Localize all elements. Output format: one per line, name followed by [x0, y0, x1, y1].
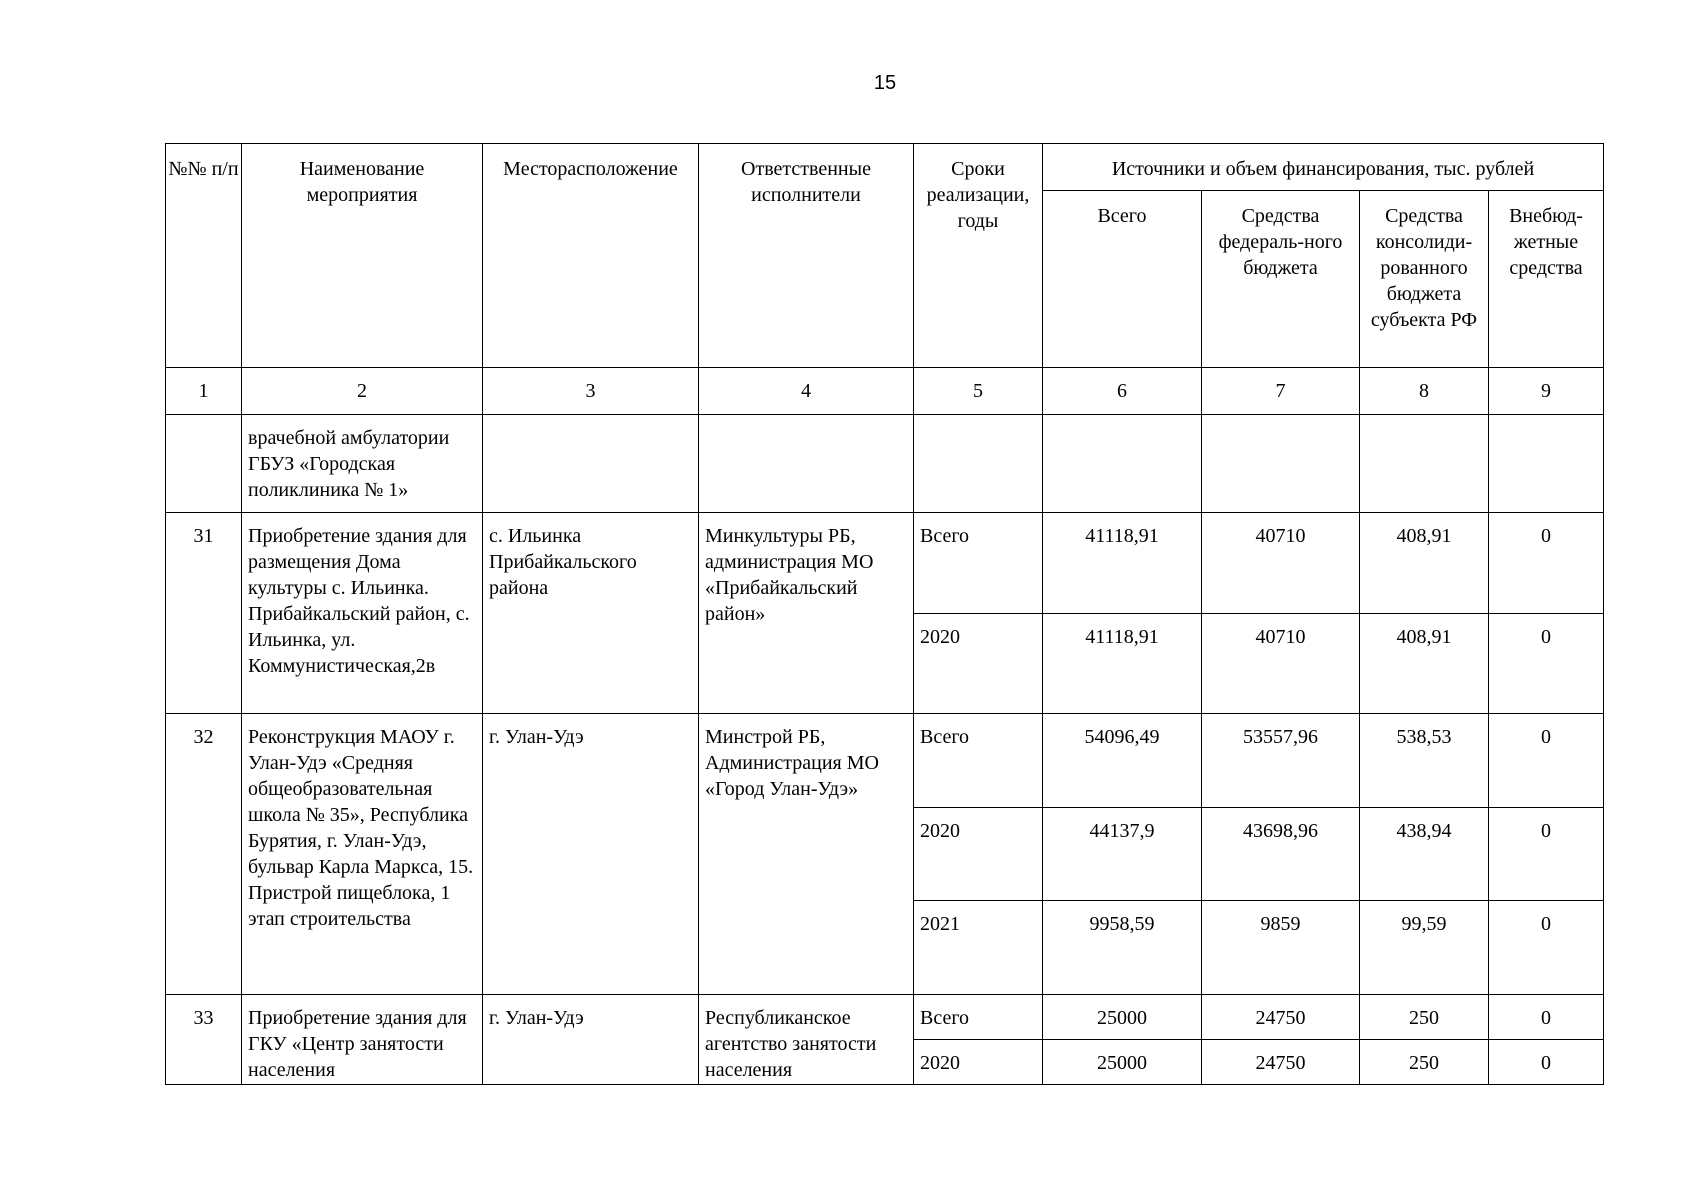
- row-name: Реконструкция МАОУ г. Улан-Удэ «Средняя общеобразовательная школа № 35», Республика Бурятия, г. Улан-Удэ, бульвар Карла Маркса, 15. Пристрой пищеблока, 1 этап строительства: [242, 714, 483, 995]
- header-row: [166, 144, 1604, 191]
- row-name: Приобретение здания для ГКУ «Центр занятости населения: [242, 995, 483, 1085]
- row-offbudget: 0: [1489, 995, 1604, 1040]
- row-name: Приобретение здания для размещения Дома культуры с. Ильинка. Прибайкальский район, с. Ильинка, ул. Коммунистическая,2в: [242, 513, 483, 714]
- row-period: Всего: [914, 513, 1043, 614]
- header-num: №№ п/п: [166, 144, 242, 368]
- row-period: Всего: [914, 995, 1043, 1040]
- row-responsible: Республиканское агентство занятости населения: [699, 995, 914, 1085]
- continuation-name: врачебной амбулатории ГБУЗ «Городская поликлиника № 1»: [242, 415, 483, 513]
- row-period: 2021: [914, 901, 1043, 995]
- row-offbudget: 0: [1489, 613, 1604, 714]
- row-federal: 53557,96: [1202, 714, 1360, 808]
- row-consolidated: 408,91: [1360, 613, 1489, 714]
- row-consolidated: 250: [1360, 995, 1489, 1040]
- row-period: 2020: [914, 1040, 1043, 1085]
- column-number: 5: [914, 368, 1043, 415]
- row-federal: 40710: [1202, 513, 1360, 614]
- column-number: 2: [242, 368, 483, 415]
- row-location: г. Улан-Удэ: [483, 714, 699, 995]
- row-total: 25000: [1043, 1040, 1202, 1085]
- row-total: 9958,59: [1043, 901, 1202, 995]
- header-total: Всего: [1043, 191, 1202, 368]
- row-consolidated: 438,94: [1360, 807, 1489, 901]
- header-name: Наименование мероприятия: [242, 144, 483, 368]
- row-offbudget: 0: [1489, 901, 1604, 995]
- row-offbudget: 0: [1489, 513, 1604, 614]
- row-total: 54096,49: [1043, 714, 1202, 808]
- row-period: 2020: [914, 613, 1043, 714]
- row-consolidated: 99,59: [1360, 901, 1489, 995]
- row-federal: 24750: [1202, 995, 1360, 1040]
- row-total: 41118,91: [1043, 613, 1202, 714]
- row-period: Всего: [914, 714, 1043, 808]
- header-responsible: Ответственные исполнители: [699, 144, 914, 368]
- header-location: Месторасположение: [483, 144, 699, 368]
- column-number: 3: [483, 368, 699, 415]
- table-row: [166, 714, 1604, 808]
- header-offbudget: Внебюд-жетные средства: [1489, 191, 1604, 368]
- row-num: 31: [166, 513, 242, 714]
- row-num: 33: [166, 995, 242, 1085]
- header-consolidated: Средства консолиди-рованного бюджета субъекта РФ: [1360, 191, 1489, 368]
- column-number: 6: [1043, 368, 1202, 415]
- column-number: 9: [1489, 368, 1604, 415]
- row-responsible: Минстрой РБ, Администрация МО «Город Улан-Удэ»: [699, 714, 914, 995]
- table-row: [166, 995, 1604, 1040]
- header-financing: Источники и объем финансирования, тыс. рублей: [1043, 144, 1604, 191]
- row-responsible: Минкультуры РБ, администрация МО «Прибайкальский район»: [699, 513, 914, 714]
- header-federal: Средства федераль-ного бюджета: [1202, 191, 1360, 368]
- financing-table: [165, 143, 1604, 1085]
- row-location: г. Улан-Удэ: [483, 995, 699, 1085]
- column-number: 1: [166, 368, 242, 415]
- table-row: [166, 513, 1604, 614]
- row-offbudget: 0: [1489, 807, 1604, 901]
- row-offbudget: 0: [1489, 1040, 1604, 1085]
- page-number: 15: [873, 72, 897, 94]
- row-consolidated: 250: [1360, 1040, 1489, 1085]
- row-location: с. Ильинка Прибайкальского района: [483, 513, 699, 714]
- column-number: 8: [1360, 368, 1489, 415]
- row-total: 44137,9: [1043, 807, 1202, 901]
- header-period: Сроки реализации, годы: [914, 144, 1043, 368]
- column-number: 7: [1202, 368, 1360, 415]
- row-total: 41118,91: [1043, 513, 1202, 614]
- continuation-row: [166, 415, 1604, 513]
- row-federal: 40710: [1202, 613, 1360, 714]
- row-consolidated: 538,53: [1360, 714, 1489, 808]
- row-federal: 9859: [1202, 901, 1360, 995]
- row-period: 2020: [914, 807, 1043, 901]
- row-total: 25000: [1043, 995, 1202, 1040]
- row-num: 32: [166, 714, 242, 995]
- row-federal: 43698,96: [1202, 807, 1360, 901]
- column-number: 4: [699, 368, 914, 415]
- row-offbudget: 0: [1489, 714, 1604, 808]
- row-federal: 24750: [1202, 1040, 1360, 1085]
- row-consolidated: 408,91: [1360, 513, 1489, 614]
- column-number-row: [166, 368, 1604, 415]
